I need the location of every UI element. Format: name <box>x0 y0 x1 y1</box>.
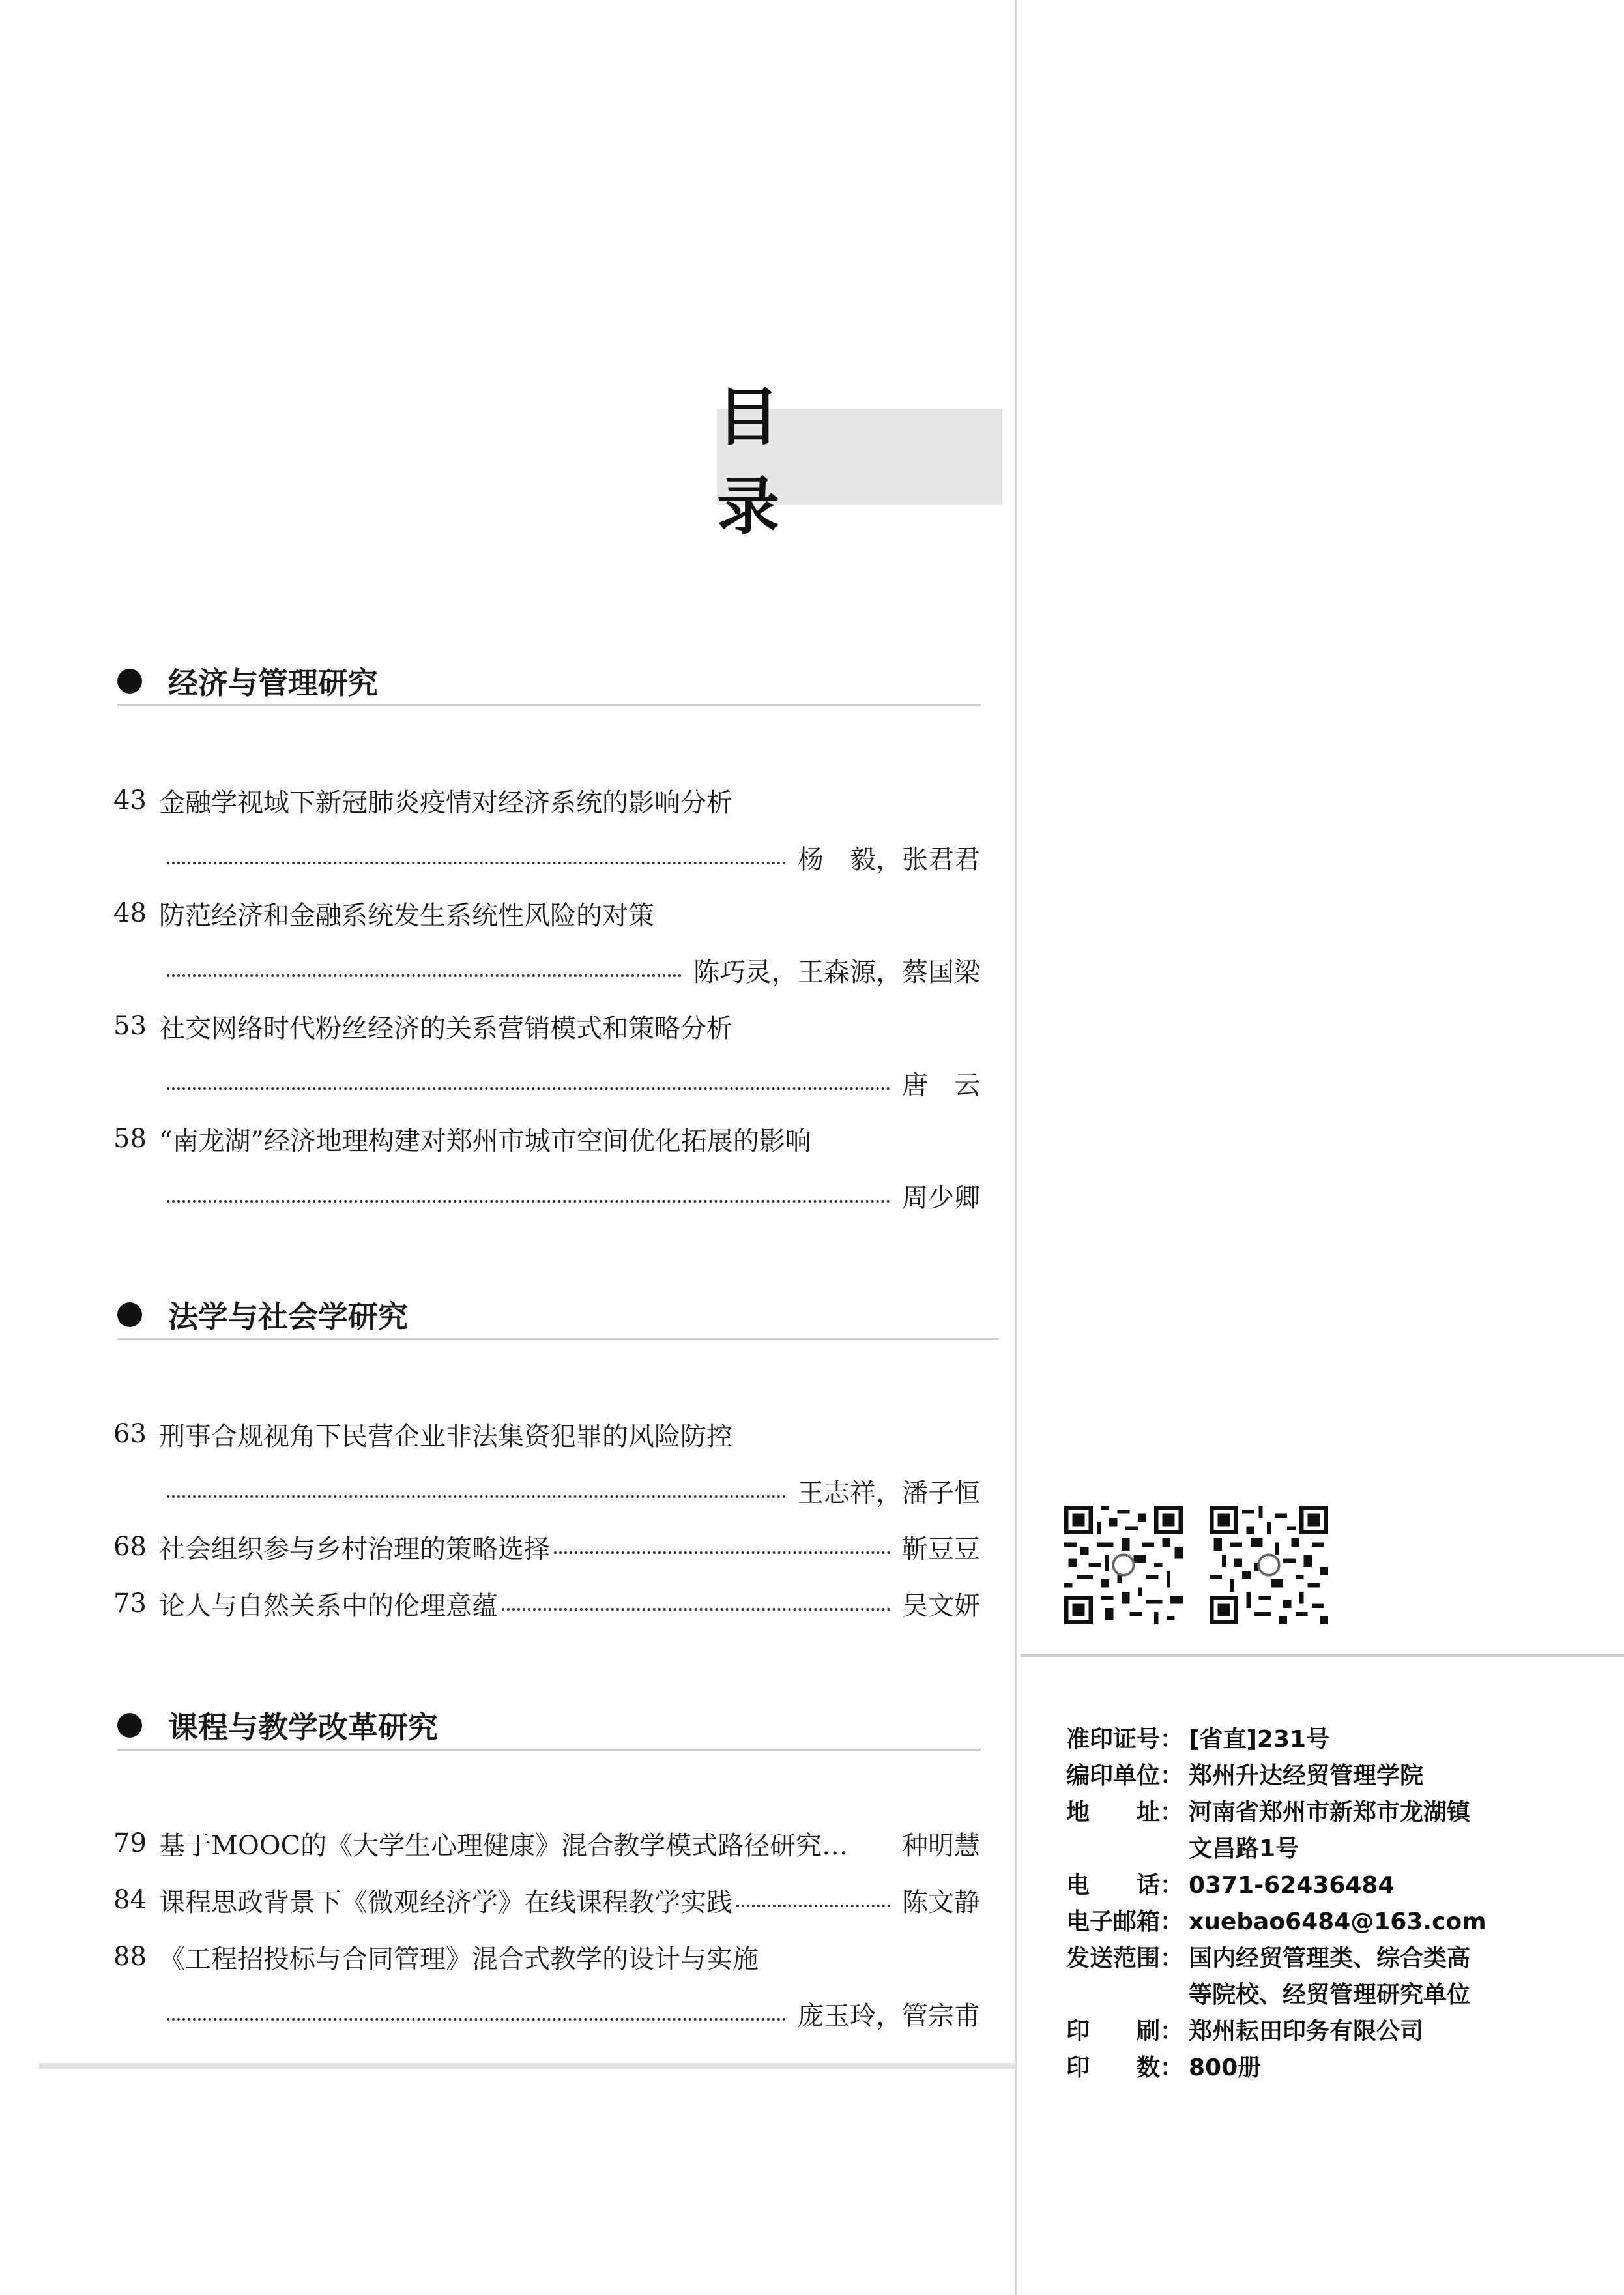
info-copies <box>1066 2049 1261 2083</box>
bullet-icon <box>117 669 142 694</box>
info-distribution-cont <box>1189 1976 1470 2010</box>
info-value: 国内经贸管理类、综合类高 <box>1189 1945 1471 1972</box>
entry-authors: 王志祥，潘子恒 <box>798 1478 980 1508</box>
entry-title: 基于MOOC的《大学生心理健康》混合教学模式路径研究… <box>159 1830 848 1861</box>
entry-title: 防范经济和金融系统发生系统性风险的对策 <box>159 900 654 931</box>
info-value: [省直]231号 <box>1189 1726 1330 1753</box>
info-value: 郑州升达经贸管理学院 <box>1189 1762 1424 1789</box>
info-email <box>1066 1903 1486 1937</box>
leader-dots <box>167 862 786 864</box>
toc-entry[interactable] <box>113 1414 980 1454</box>
info-label: 印 数： <box>1066 2054 1184 2081</box>
info-value: 河南省郑州市新郑市龙湖镇 <box>1189 1799 1471 1826</box>
page-number: 79 <box>113 1828 147 1858</box>
leader-dots <box>167 2018 786 2021</box>
toc-entry[interactable] <box>113 1583 980 1624</box>
info-label: 准印证号： <box>1066 1726 1184 1753</box>
info-value: xuebao6484@163.com <box>1189 1908 1486 1935</box>
qr-code-icon <box>1064 1506 1183 1624</box>
info-label: 发送范围： <box>1066 1945 1184 1972</box>
leader-dots <box>736 1905 890 1907</box>
entry-authors: 唐 云 <box>902 1070 980 1100</box>
bullet-icon <box>117 1302 142 1327</box>
page-number: 73 <box>113 1588 147 1618</box>
toc-entry-authors-line <box>163 837 980 877</box>
page-number: 53 <box>113 1011 147 1041</box>
entry-title: 课程思政背景下《微观经济学》在线课程教学实践 <box>159 1887 732 1918</box>
leader-dots <box>502 1608 890 1611</box>
toc-entry[interactable] <box>113 1823 980 1864</box>
entry-authors: 杨 毅，张君君 <box>798 844 980 875</box>
leader-gap <box>852 1848 890 1850</box>
entry-authors: 靳豆豆 <box>902 1534 980 1564</box>
toc-entry[interactable] <box>113 1527 980 1567</box>
page-number: 58 <box>113 1124 147 1154</box>
section-rule <box>117 1338 999 1340</box>
entry-title: 社交网络时代粉丝经济的关系营销模式和策略分析 <box>159 1013 732 1044</box>
toc-entry-authors-line <box>163 1175 980 1216</box>
vertical-divider <box>1015 0 1017 2295</box>
toc-title: 目 录 <box>717 381 851 543</box>
info-distribution <box>1066 1940 1470 1973</box>
entry-title: 社会组织参与乡村治理的策略选择 <box>159 1534 550 1564</box>
entry-authors: 陈文静 <box>902 1887 980 1918</box>
toc-entry[interactable] <box>113 893 980 933</box>
section-title: 课程与教学改革研究 <box>168 1710 438 1745</box>
toc-entry-authors-line <box>163 950 980 990</box>
section-heading-economics <box>117 660 378 703</box>
info-label: 电 话： <box>1066 1872 1184 1899</box>
info-label: 地 址： <box>1066 1799 1184 1826</box>
toc-entry-authors-line <box>163 1993 980 2034</box>
leader-dots <box>167 1495 786 1498</box>
section-heading-law <box>117 1293 408 1336</box>
entry-authors: 庞玉玲，管宗甫 <box>798 2000 980 2031</box>
info-value: 等院校、经贸管理研究单位 <box>1189 1981 1471 2008</box>
info-editor <box>1066 1757 1423 1791</box>
info-value: 800册 <box>1189 2054 1262 2081</box>
info-value: 郑州耘田印务有限公司 <box>1189 2018 1424 2045</box>
info-printer <box>1066 2013 1423 2046</box>
info-address <box>1066 1794 1470 1827</box>
bullet-icon <box>117 1713 142 1738</box>
leader-dots <box>167 1200 890 1203</box>
info-label: 印 刷： <box>1066 2018 1184 2045</box>
info-divider <box>1020 1654 1624 1657</box>
toc-title-box <box>717 381 1002 543</box>
toc-entry-authors-line <box>163 1062 980 1103</box>
section-rule <box>117 704 981 706</box>
entry-authors: 周少卿 <box>902 1182 980 1213</box>
info-permit <box>1066 1721 1329 1754</box>
entry-title: 《工程招投标与合同管理》混合式教学的设计与实施 <box>159 1944 759 1974</box>
section-title: 经济与管理研究 <box>168 665 378 701</box>
page-number: 68 <box>113 1532 147 1562</box>
entry-title: “南龙湖”经济地理构建对郑州市城市空间优化拓展的影响 <box>159 1126 811 1156</box>
info-value: 0371-62436484 <box>1189 1872 1395 1899</box>
toc-entry-authors-line <box>163 1470 980 1511</box>
leader-dots <box>167 974 682 977</box>
info-label: 编印单位： <box>1066 1762 1184 1789</box>
entry-authors: 陈巧灵，王森源，蔡国梁 <box>693 957 980 987</box>
leader-dots <box>167 1087 890 1090</box>
info-address-cont <box>1189 1830 1299 1864</box>
bottom-divider <box>39 2063 1015 2069</box>
info-label: 电子邮箱： <box>1066 1908 1184 1935</box>
info-value: 文昌路1号 <box>1189 1835 1299 1862</box>
entry-authors: 种明慧 <box>902 1830 980 1861</box>
entry-title: 金融学视域下新冠肺炎疫情对经济系统的影响分析 <box>159 787 732 818</box>
page-number: 84 <box>113 1885 147 1915</box>
toc-entry[interactable] <box>113 1118 980 1159</box>
page-number: 63 <box>113 1419 147 1449</box>
entry-title: 刑事合规视角下民营企业非法集资犯罪的风险防控 <box>159 1421 732 1452</box>
leader-dots <box>554 1551 890 1554</box>
section-rule <box>117 1749 981 1751</box>
qr-code-icon <box>1210 1506 1328 1624</box>
page-number: 88 <box>113 1942 147 1972</box>
entry-authors: 吴文妍 <box>902 1590 980 1621</box>
entry-title: 论人与自然关系中的伦理意蕴 <box>159 1590 498 1621</box>
toc-entry[interactable] <box>113 1006 980 1046</box>
page-number: 43 <box>113 785 147 815</box>
section-heading-teaching <box>117 1704 438 1747</box>
info-phone <box>1066 1867 1395 1900</box>
toc-entry[interactable] <box>113 1937 980 1977</box>
page-number: 48 <box>113 898 147 928</box>
toc-entry[interactable] <box>113 780 980 821</box>
toc-entry[interactable] <box>113 1880 980 1920</box>
section-title: 法学与社会学研究 <box>168 1299 408 1334</box>
